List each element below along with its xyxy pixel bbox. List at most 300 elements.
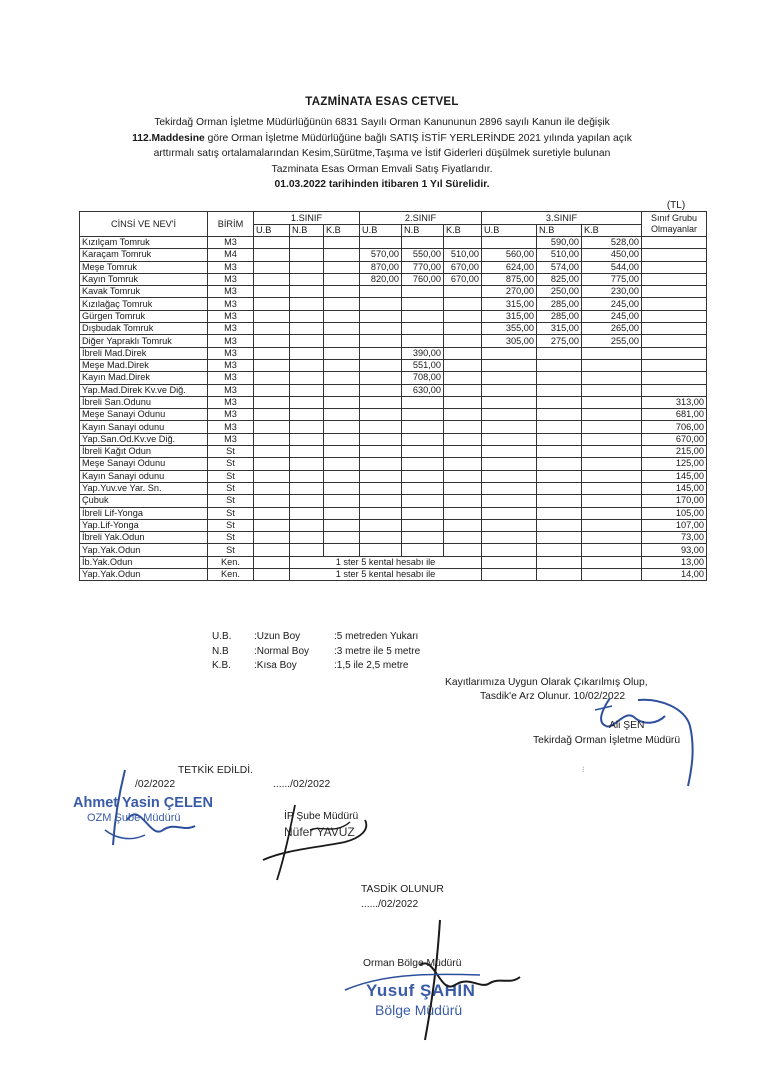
table-row — [80, 458, 707, 470]
price-cell: 560,00 — [482, 249, 537, 261]
row-unit: M4 — [208, 249, 254, 261]
price-cell — [254, 446, 290, 458]
price-cell — [254, 384, 290, 396]
row-unit: St — [208, 482, 254, 494]
table-row — [80, 298, 707, 310]
price-cell — [324, 372, 360, 384]
grupsuz-cell — [642, 286, 707, 298]
header-kb: K.B — [582, 225, 642, 237]
price-cell — [537, 433, 582, 445]
price-cell — [444, 421, 482, 433]
price-cell — [324, 310, 360, 322]
price-cell — [324, 286, 360, 298]
price-cell — [537, 446, 582, 458]
price-cell — [582, 433, 642, 445]
price-cell — [254, 372, 290, 384]
legend-desc: :1,5 ile 2,5 metre — [334, 660, 409, 671]
price-cell — [537, 482, 582, 494]
price-cell — [444, 237, 482, 249]
validity-note: 01.03.2022 tarihinden itibaren 1 Yıl Sürelidir. — [274, 179, 490, 190]
price-cell — [537, 359, 582, 371]
price-cell: 270,00 — [482, 286, 537, 298]
price-cell — [324, 396, 360, 408]
grupsuz-cell: 105,00 — [642, 507, 707, 519]
price-cell: 315,00 — [482, 310, 537, 322]
price-cell — [482, 237, 537, 249]
price-cell — [582, 482, 642, 494]
table-row — [80, 507, 707, 519]
price-cell — [402, 237, 444, 249]
price-cell — [444, 396, 482, 408]
price-cell — [360, 544, 402, 556]
price-cell — [482, 433, 537, 445]
row-name: Yap.San.Od.Kv.ve Diğ. — [80, 433, 208, 445]
legend-term: :Normal Boy — [254, 645, 310, 657]
row-unit: M3 — [208, 310, 254, 322]
row-unit: St — [208, 507, 254, 519]
header-sinif-2: 2.SINIF — [360, 212, 482, 225]
price-cell — [290, 237, 324, 249]
header-birim: BİRİM — [208, 212, 254, 237]
intro-paragraph — [60, 115, 704, 177]
grupsuz-cell: 215,00 — [642, 446, 707, 458]
header-ub: U.B — [254, 225, 290, 237]
price-cell — [324, 249, 360, 261]
grupsuz-cell: 93,00 — [642, 544, 707, 556]
price-cell: 708,00 — [402, 372, 444, 384]
grupsuz-cell — [642, 384, 707, 396]
price-cell: 760,00 — [402, 273, 444, 285]
price-cell — [254, 470, 290, 482]
price-cell: 390,00 — [402, 347, 444, 359]
price-cell — [324, 237, 360, 249]
price-cell: 544,00 — [582, 261, 642, 273]
empty-cell — [582, 556, 642, 568]
price-cell — [290, 495, 324, 507]
price-cell — [482, 507, 537, 519]
price-cell: 775,00 — [582, 273, 642, 285]
table-row — [80, 237, 707, 249]
legend-abbr: U.B. — [212, 631, 232, 642]
price-cell — [402, 507, 444, 519]
price-cell: 670,00 — [444, 261, 482, 273]
grupsuz-cell — [642, 323, 707, 335]
signature-ali-sen-icon — [540, 678, 710, 788]
table-row — [80, 446, 707, 458]
price-cell — [290, 409, 324, 421]
row-name: Yap.Yak.Odun — [80, 569, 208, 581]
price-cell — [290, 507, 324, 519]
header-sinif-1: 1.SINIF — [254, 212, 360, 225]
price-cell — [290, 323, 324, 335]
header-kb: K.B — [444, 225, 482, 237]
price-cell — [360, 421, 402, 433]
header-sinif-3: 3.SINIF — [482, 212, 642, 225]
price-table — [79, 211, 707, 581]
price-cell — [537, 372, 582, 384]
empty-cell — [254, 556, 290, 568]
row-name: Kızılçam Tomruk — [80, 237, 208, 249]
price-cell: 230,00 — [582, 286, 642, 298]
row-unit: St — [208, 519, 254, 531]
grupsuz-cell — [642, 372, 707, 384]
price-cell — [402, 310, 444, 322]
price-cell — [360, 433, 402, 445]
price-cell — [290, 519, 324, 531]
price-cell — [360, 237, 402, 249]
row-unit: St — [208, 446, 254, 458]
row-unit: M3 — [208, 396, 254, 408]
price-cell — [324, 446, 360, 458]
row-name: Yap.Mad.Direk Kv.ve Diğ. — [80, 384, 208, 396]
tetkik-label: TETKİK EDİLDİ. — [178, 765, 253, 776]
price-cell — [444, 310, 482, 322]
small-mark: ⁝ — [582, 765, 585, 774]
price-cell — [324, 421, 360, 433]
signature-nufer-icon — [255, 800, 385, 890]
price-cell — [360, 347, 402, 359]
table-row — [80, 310, 707, 322]
price-cell — [324, 532, 360, 544]
row-name: Kızılağaç Tomruk — [80, 298, 208, 310]
price-cell — [444, 384, 482, 396]
price-cell: 450,00 — [582, 249, 642, 261]
price-cell — [360, 470, 402, 482]
price-cell — [444, 458, 482, 470]
price-cell — [537, 421, 582, 433]
tetkik-date-left: /02/2022 — [135, 779, 176, 790]
table-row — [80, 482, 707, 494]
table-row — [80, 409, 707, 421]
signature-ahmet-icon — [95, 760, 205, 860]
price-cell — [290, 347, 324, 359]
price-cell: 551,00 — [402, 359, 444, 371]
price-cell — [360, 298, 402, 310]
row-unit: M3 — [208, 261, 254, 273]
row-unit: M3 — [208, 421, 254, 433]
price-cell: 245,00 — [582, 298, 642, 310]
price-cell — [360, 507, 402, 519]
price-cell — [254, 532, 290, 544]
price-cell — [254, 495, 290, 507]
price-cell: 624,00 — [482, 261, 537, 273]
price-cell — [482, 384, 537, 396]
price-cell: 570,00 — [360, 249, 402, 261]
row-unit: St — [208, 532, 254, 544]
certification-line-2: Tasdik'e Arz Olunur. 10/02/2022 — [480, 691, 626, 702]
grupsuz-cell: 107,00 — [642, 519, 707, 531]
price-cell — [444, 286, 482, 298]
row-unit: M3 — [208, 286, 254, 298]
price-cell — [402, 409, 444, 421]
price-cell — [537, 396, 582, 408]
price-cell — [482, 519, 537, 531]
price-cell — [324, 470, 360, 482]
price-cell — [290, 372, 324, 384]
table-row — [80, 249, 707, 261]
row-name: İbreli Yak.Odun — [80, 532, 208, 544]
price-cell: 305,00 — [482, 335, 537, 347]
price-cell — [324, 544, 360, 556]
price-cell — [290, 458, 324, 470]
price-cell — [482, 372, 537, 384]
price-cell — [402, 532, 444, 544]
price-cell — [290, 482, 324, 494]
price-cell: 550,00 — [402, 249, 444, 261]
row-name: İb.Yak.Odun — [80, 556, 208, 568]
certification-name: Ali ŞEN — [609, 720, 645, 731]
row-name: Çubuk — [80, 495, 208, 507]
table-row — [80, 347, 707, 359]
price-cell: 528,00 — [582, 237, 642, 249]
row-unit: M3 — [208, 433, 254, 445]
row-name: Yap.Yak.Odun — [80, 544, 208, 556]
empty-cell — [537, 569, 582, 581]
price-cell — [482, 482, 537, 494]
row-unit: Ken. — [208, 569, 254, 581]
price-cell — [402, 544, 444, 556]
grupsuz-cell — [642, 298, 707, 310]
price-cell — [360, 458, 402, 470]
price-cell — [482, 359, 537, 371]
row-name: Dışbudak Tomruk — [80, 323, 208, 335]
price-cell — [482, 532, 537, 544]
table-row — [80, 261, 707, 273]
price-cell — [254, 347, 290, 359]
row-name: Karaçam Tomruk — [80, 249, 208, 261]
grupsuz-cell — [642, 335, 707, 347]
grupsuz-cell: 125,00 — [642, 458, 707, 470]
table-row — [80, 396, 707, 408]
price-cell — [582, 470, 642, 482]
price-cell — [360, 335, 402, 347]
tasdik-label: TASDİK OLUNUR — [361, 884, 444, 895]
price-cell — [324, 323, 360, 335]
header-nb: N.B — [537, 225, 582, 237]
price-cell — [290, 286, 324, 298]
grupsuz-cell — [642, 261, 707, 273]
row-name: Meşe Sanayi Odunu — [80, 409, 208, 421]
price-cell — [324, 519, 360, 531]
price-cell — [402, 519, 444, 531]
price-cell — [402, 396, 444, 408]
legend-row — [212, 659, 420, 674]
table-row — [80, 421, 707, 433]
price-cell — [324, 409, 360, 421]
grupsuz-cell — [642, 237, 707, 249]
price-cell — [324, 507, 360, 519]
price-cell — [360, 495, 402, 507]
row-unit: M3 — [208, 298, 254, 310]
price-cell — [582, 409, 642, 421]
grupsuz-cell — [642, 249, 707, 261]
header-cins: CİNSİ VE NEV'İ — [80, 212, 208, 237]
grupsuz-cell: 313,00 — [642, 396, 707, 408]
price-cell — [537, 532, 582, 544]
tasdik-date: ....../02/2022 — [361, 899, 419, 910]
price-cell — [537, 544, 582, 556]
price-cell — [482, 495, 537, 507]
price-cell: 265,00 — [582, 323, 642, 335]
price-cell — [582, 421, 642, 433]
price-cell: 285,00 — [537, 310, 582, 322]
price-cell — [402, 421, 444, 433]
table-row — [80, 335, 707, 347]
price-cell: 510,00 — [537, 249, 582, 261]
price-cell — [324, 359, 360, 371]
row-name: Kayın Mad.Direk — [80, 372, 208, 384]
price-cell — [254, 359, 290, 371]
table-row — [80, 532, 707, 544]
stamp-ahmet-name: Ahmet Yasin ÇELEN — [73, 795, 213, 811]
price-cell — [254, 433, 290, 445]
row-unit: M3 — [208, 384, 254, 396]
price-cell — [582, 372, 642, 384]
row-unit: Ken. — [208, 556, 254, 568]
price-cell: 590,00 — [537, 237, 582, 249]
table-row — [80, 273, 707, 285]
table-row — [80, 359, 707, 371]
row-unit: St — [208, 495, 254, 507]
price-cell — [402, 286, 444, 298]
price-cell: 870,00 — [360, 261, 402, 273]
price-cell — [444, 519, 482, 531]
price-cell — [360, 446, 402, 458]
row-unit: St — [208, 458, 254, 470]
price-cell — [324, 298, 360, 310]
row-unit: St — [208, 470, 254, 482]
price-cell — [254, 482, 290, 494]
empty-cell — [254, 569, 290, 581]
grupsuz-cell — [642, 310, 707, 322]
price-cell — [324, 384, 360, 396]
price-cell — [254, 507, 290, 519]
price-cell — [254, 421, 290, 433]
row-name: Kayın Sanayi odunu — [80, 470, 208, 482]
price-cell — [290, 470, 324, 482]
price-cell — [290, 310, 324, 322]
intro-line-2 — [60, 131, 704, 147]
price-cell — [402, 335, 444, 347]
intro-line-4: Tazminata Esas Orman Emvali Satış Fiyatlarıdır. — [271, 163, 493, 175]
price-cell — [444, 359, 482, 371]
price-cell: 255,00 — [582, 335, 642, 347]
row-name: Kayın Sanayi odunu — [80, 421, 208, 433]
price-cell — [444, 409, 482, 421]
price-cell: 250,00 — [537, 286, 582, 298]
price-cell — [324, 458, 360, 470]
price-cell — [290, 532, 324, 544]
row-name: İbreli San.Odunu — [80, 396, 208, 408]
stamp-ahmet-role: OZM Şube Müdürü — [87, 812, 181, 824]
price-cell — [482, 347, 537, 359]
price-cell: 510,00 — [444, 249, 482, 261]
price-cell — [360, 323, 402, 335]
stamp-yusuf-name: Yusuf ŞAHİN — [366, 981, 476, 1000]
price-cell — [482, 544, 537, 556]
price-cell — [360, 482, 402, 494]
price-cell — [324, 482, 360, 494]
table-row — [80, 519, 707, 531]
price-cell — [360, 372, 402, 384]
intro-line-2-rest: göre Orman İşletme Müdürlüğüne bağlı SATIŞ İSTİF YERLERİNDE 2021 yılında yapılan açık — [204, 132, 632, 144]
price-cell — [444, 495, 482, 507]
row-name: İbreli Kağıt Odun — [80, 446, 208, 458]
signature-yusuf-icon — [340, 915, 540, 1050]
table-row — [80, 286, 707, 298]
row-name: Meşe Sanayi Odunu — [80, 458, 208, 470]
grupsuz-cell: 170,00 — [642, 495, 707, 507]
table-row — [80, 495, 707, 507]
price-cell — [444, 532, 482, 544]
price-cell — [444, 446, 482, 458]
price-cell: 245,00 — [582, 310, 642, 322]
grupsuz-cell — [642, 359, 707, 371]
price-cell: 875,00 — [482, 273, 537, 285]
grupsuz-cell: 13,00 — [642, 556, 707, 568]
price-cell — [290, 273, 324, 285]
price-cell — [324, 433, 360, 445]
tetkik-date-right: ....../02/2022 — [273, 779, 331, 790]
empty-cell — [582, 569, 642, 581]
price-cell — [402, 433, 444, 445]
grupsuz-cell: 145,00 — [642, 482, 707, 494]
grupsuz-cell: 706,00 — [642, 421, 707, 433]
row-unit: St — [208, 544, 254, 556]
price-cell — [324, 347, 360, 359]
legend-desc: :5 metreden Yukarı — [334, 631, 419, 642]
table-row — [80, 470, 707, 482]
price-cell — [444, 433, 482, 445]
price-cell — [482, 396, 537, 408]
header-ub: U.B — [360, 225, 402, 237]
price-cell: 670,00 — [444, 273, 482, 285]
price-cell — [482, 409, 537, 421]
price-cell — [360, 286, 402, 298]
row-unit: M3 — [208, 273, 254, 285]
row-unit: M3 — [208, 372, 254, 384]
price-cell: 355,00 — [482, 323, 537, 335]
grupsuz-cell: 14,00 — [642, 569, 707, 581]
legend-row — [212, 645, 420, 660]
row-name: Yap.Lif-Yonga — [80, 519, 208, 531]
certification-line-1: Kayıtlarımıza Uygun Olarak Çıkarılmış Olup, — [445, 677, 648, 688]
row-unit: M3 — [208, 409, 254, 421]
price-cell — [290, 446, 324, 458]
price-cell — [482, 470, 537, 482]
price-cell — [537, 409, 582, 421]
empty-cell — [482, 569, 537, 581]
price-cell — [444, 507, 482, 519]
price-cell — [290, 335, 324, 347]
header-kb: K.B — [324, 225, 360, 237]
document-title: TAZMİNATA ESAS CETVEL — [305, 96, 459, 108]
price-cell: 285,00 — [537, 298, 582, 310]
price-cell: 825,00 — [537, 273, 582, 285]
row-unit: M3 — [208, 335, 254, 347]
row-name: Kayın Tomruk — [80, 273, 208, 285]
table-row — [80, 323, 707, 335]
price-cell — [290, 249, 324, 261]
price-cell — [402, 323, 444, 335]
price-cell — [324, 261, 360, 273]
price-cell — [444, 335, 482, 347]
price-cell — [290, 359, 324, 371]
table-row — [80, 569, 707, 581]
price-cell — [444, 544, 482, 556]
table-row — [80, 433, 707, 445]
grupsuz-cell — [642, 347, 707, 359]
